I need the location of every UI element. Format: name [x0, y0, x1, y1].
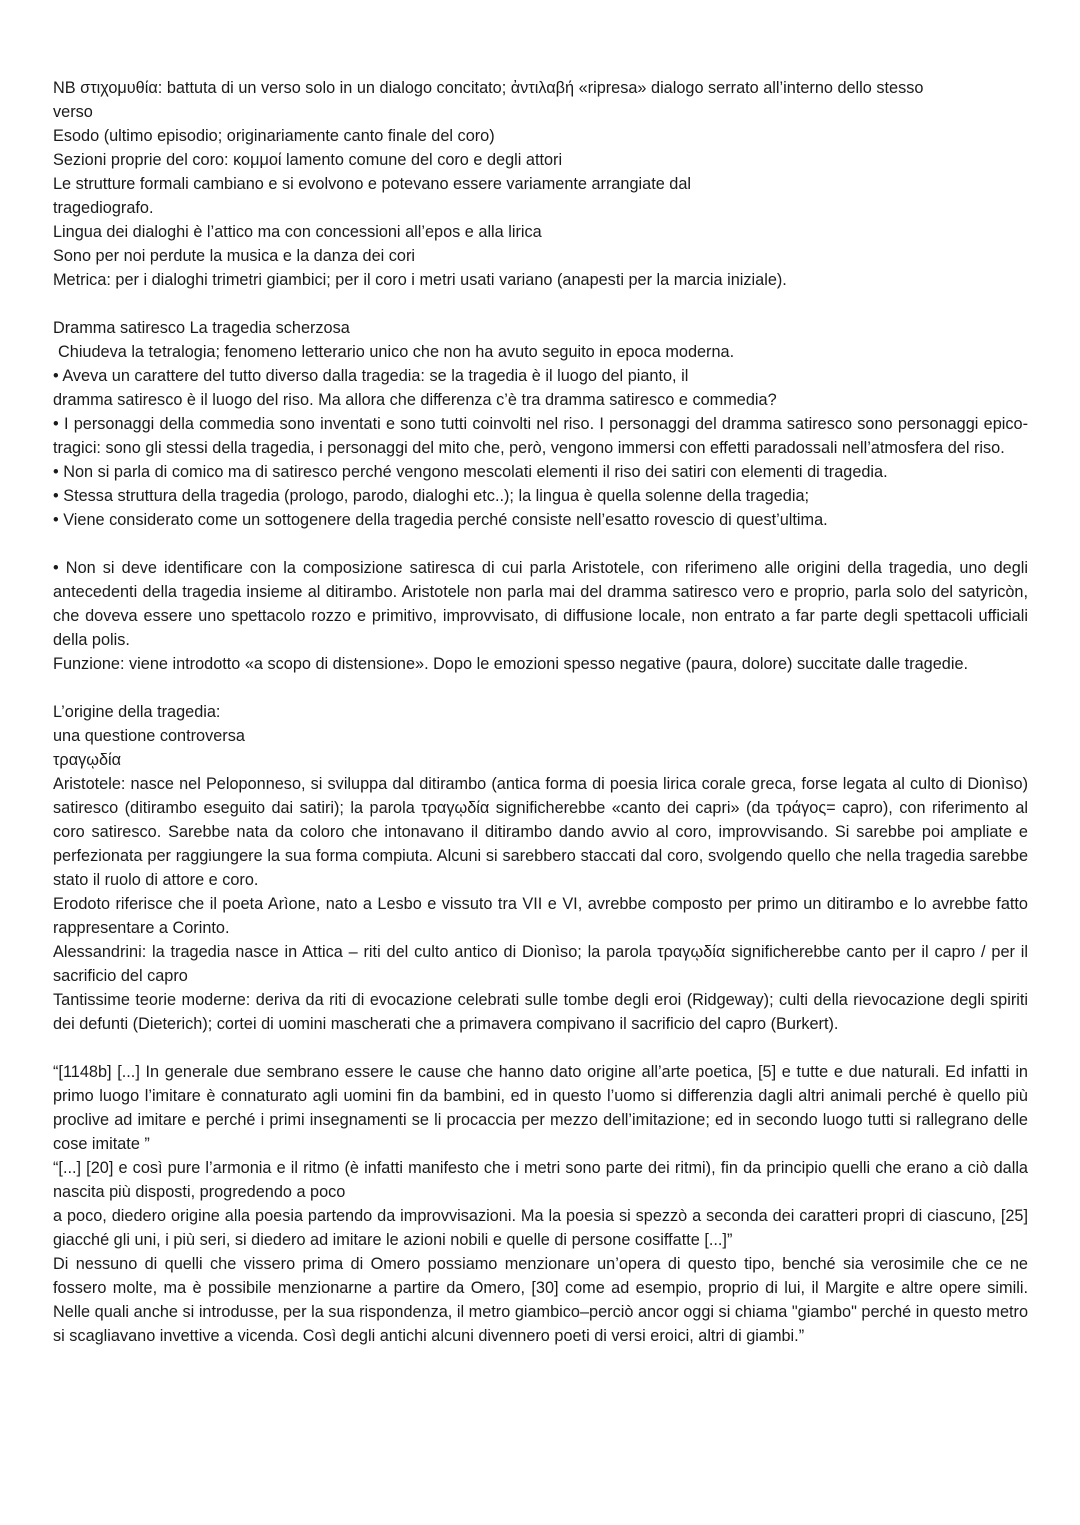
- text-line: Esodo (ultimo episodio; originariamente canto finale del coro): [53, 127, 495, 145]
- quote-paragraph: a poco, diedero origine alla poesia partendo da improvvisazioni. Ma la poesia si spezzò a seconda dei caratteri propri di ciascuno, [25] giacché gli uni, i più seri, si diedero ad imitare le azioni nobili e quelle di persone cosiffatte [...]”: [53, 1207, 1028, 1249]
- text-line: dramma satiresco è il luogo del riso. Ma allora che differenza c’è tra dramma satiresco e commedia?: [53, 391, 777, 409]
- bullet-paragraph: • Non si deve identificare con la composizione satiresca di cui parla Aristotele, con riferimeno alle origini della tragedia, uno degli antecedenti della tragedia insieme al ditirambo. Aristotele non parla mai del dramma satiresco vero e proprio, parla solo del satyricòn, che doveva essere uno spettacolo rozzo e primitivo, improvvisato, di diffusione locale, non entrato a far parte degli spettacoli ufficiali della polis.: [53, 559, 1028, 649]
- text-line: Sono per noi perdute la musica e la danza dei cori: [53, 247, 416, 265]
- paragraph: Tantissime teorie moderne: deriva da riti di evocazione celebrati sulle tombe degli eroi (Ridgeway); culti della rievocazione degli spiriti dei defunti (Dieterich); cortei di uomini mascherati che a primavera compivano il sacrificio del capro (Burkert).: [53, 991, 1028, 1033]
- section-heading: Dramma satiresco La tragedia scherzosa: [53, 319, 350, 337]
- bullet-line: • Aveva un carattere del tutto diverso dalla tragedia: se la tragedia è il luogo del pianto, il: [53, 367, 689, 385]
- text-line: Chiudeva la tetralogia; fenomeno letterario unico che non ha avuto seguito in epoca moderna.: [58, 343, 735, 361]
- text-line: Metrica: per i dialoghi trimetri giambici; per il coro i metri usati variano (anapesti per la marcia iniziale).: [53, 271, 787, 289]
- text-line: Lingua dei dialoghi è l’attico ma con concessioni all’epos e alla lirica: [53, 223, 542, 241]
- text-line: verso: [53, 103, 93, 121]
- quote-paragraph: “[1148b] [...] In generale due sembrano essere le cause che hanno dato origine all’arte poetica, [5] e tutte e due naturali. Ed infatti in primo luogo l’imitare è connaturato agli uomini fin da bambini, ed in questo l’uomo si differenzia dagli altri animali perché è quello più proclive ad imitare e perché i primi insegnamenti se li procaccia per mezzo dell’imitazione; ed in secondo luogo tutti si rallegrano delle cose imitate ”: [53, 1063, 1028, 1153]
- spacer: [53, 532, 1028, 556]
- section-origin-of-tragedy: [53, 700, 1028, 1036]
- section-heading: L’origine della tragedia:: [53, 703, 221, 721]
- spacer: [53, 1036, 1028, 1060]
- bullet-line: • Stessa struttura della tragedia (prologo, parodo, dialoghi etc..); la lingua è quella solenne della tragedia;: [53, 487, 810, 505]
- section-satyr-drama-function: [53, 556, 1028, 676]
- quote-paragraph: “[...] [20] e così pure l’armonia e il ritmo (è infatti manifesto che i metri sono parte dei ritmi), fin da principio quelli che erano a ciò dalla nascita più disposti, progredendo a poco: [53, 1159, 1028, 1201]
- section-tragedy-structure: [53, 76, 1028, 292]
- text-line: Le strutture formali cambiano e si evolvono e potevano essere variamente arrangiate dal: [53, 175, 692, 193]
- text-line: tragediografo.: [53, 199, 154, 217]
- greek-term: τραγῳδία: [53, 751, 122, 769]
- text-line: Sezioni proprie del coro: κομμοί lamento comune del coro e degli attori: [53, 151, 563, 169]
- bullet-line: • Viene considerato come un sottogenere della tragedia perché consiste nell’esatto rovescio di quest’ultima.: [53, 511, 828, 529]
- section-satyr-drama: [53, 316, 1028, 532]
- text-line: NB στιχομυθία: battuta di un verso solo in un dialogo concitato; ἀντιλαβή «ripresa» dialogo serrato all’interno dello stesso: [53, 79, 924, 97]
- section-poetics-quotes: [53, 1060, 1028, 1348]
- bullet-line: • Non si parla di comico ma di satiresco perché vengono mescolati elementi il riso dei satiri con elementi di tragedia.: [53, 463, 888, 481]
- spacer: [53, 676, 1028, 700]
- paragraph: Erodoto riferisce che il poeta Arìone, nato a Lesbo e vissuto tra VII e VI, avrebbe composto per primo un ditirambo e lo avrebbe fatto rappresentare a Corinto.: [53, 895, 1028, 937]
- spacer: [53, 292, 1028, 316]
- paragraph: Funzione: viene introdotto «a scopo di distensione». Dopo le emozioni spesso negative (paura, dolore) succitate dalle tragedie.: [53, 655, 969, 673]
- paragraph: Alessandrini: la tragedia nasce in Attica – riti del culto antico di Dionìso; la parola τραγῳδία significherebbe canto per il capro / per il sacrificio del capro: [53, 943, 1028, 985]
- paragraph: Aristotele: nasce nel Peloponneso, si sviluppa dal ditirambo (antica forma di poesia lirica corale greca, forse legata al culto di Dionìso) satiresco (ditirambo eseguito dai satiri); la parola τραγῳδία significherebbe «canto dei capri» (da τράγος= capro), con riferimento al coro satiresco. Sarebbe nata da coloro che intonavano il ditirambo dando avvio al coro, improvvisando. Si sarebbe poi ampliate e perfezionata per raggiungere la sua forma compiuta. Alcuni si sarebbero staccati dal coro, svolgendo quello che nella tragedia sarebbe stato il ruolo di attore e coro.: [53, 775, 1028, 889]
- quote-paragraph: Di nessuno di quelli che vissero prima di Omero possiamo menzionare un’opera di questo tipo, benché sia verosimile che ce ne fossero molte, ma è possibile menzionarne a partire da Omero, [30] come ad esempio, proprio di lui, il Margite e altre opere simili. Nelle quali anche si introdusse, per la sua rispondenza, il metro giambico–perciò ancor oggi si chiama "giambo" perché in questo metro si scagliavano invettive a vicenda. Così degli antichi alcuni divennero poeti di versi eroici, altri di giambi.”: [53, 1255, 1028, 1345]
- section-heading: una questione controversa: [53, 727, 245, 745]
- bullet-paragraph: • I personaggi della commedia sono inventati e sono tutti coinvolti nel riso. I personaggi del dramma satiresco sono personaggi epico-tragici: sono gli stessi della tragedia, i personaggi del mito che, però, vengono immersi con effetti paradossali nell’atmosfera del riso.: [53, 415, 1028, 457]
